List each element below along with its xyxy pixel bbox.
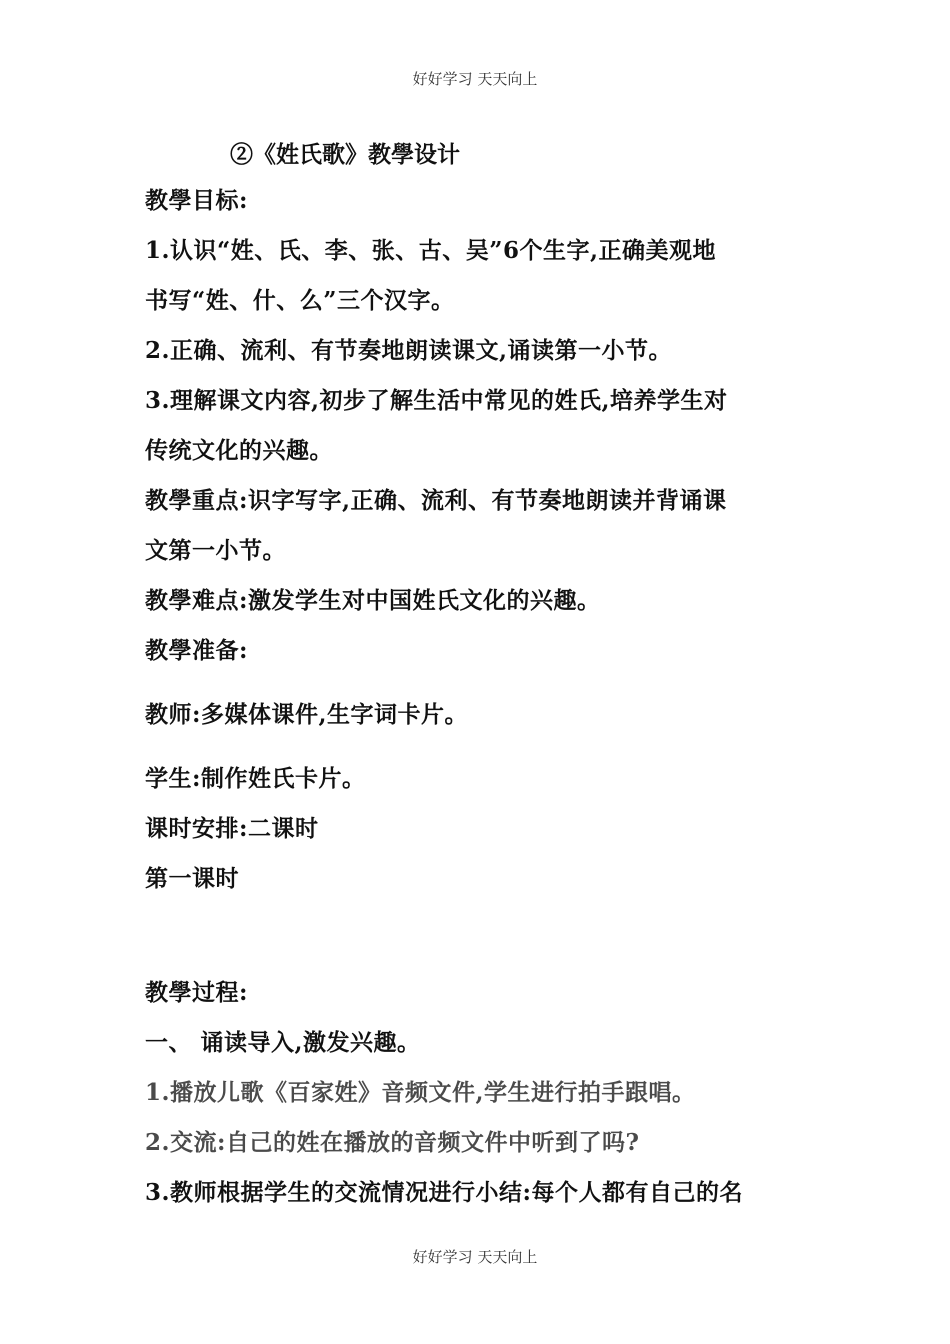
goals-heading: 教學目标: — [145, 187, 248, 214]
goal-3-line-2: 传统文化的兴趣。 — [145, 437, 333, 464]
page-header: 好好学习 天天向上 — [412, 70, 538, 88]
key-points-line-2: 文第一小节。 — [145, 537, 286, 564]
preparation-heading: 教學准备: — [145, 637, 248, 664]
step-1-item-3: 3.教师根据学生的交流情况进行小结:每个人都有自己的名 — [145, 1179, 744, 1206]
schedule: 课时安排:二课时 — [145, 815, 319, 842]
document-title: ②《姓氏歌》教學设计 — [230, 141, 460, 168]
difficulty: 教學难点:激发学生对中国姓氏文化的兴趣。 — [145, 587, 601, 614]
goal-1-line-2: 书写“姓、什、么”三个汉字。 — [145, 287, 455, 314]
student-preparation: 学生:制作姓氏卡片。 — [145, 765, 366, 792]
teacher-preparation: 教师:多媒体课件,生字词卡片。 — [145, 701, 468, 728]
goal-2: 2.正确、流利、有节奏地朗读课文,诵读第一小节。 — [145, 337, 673, 364]
step-1-item-2: 2.交流:自己的姓在播放的音频文件中听到了吗? — [145, 1129, 640, 1156]
key-points-line-1: 教學重点:识字写字,正确、流利、有节奏地朗读并背诵课 — [145, 487, 727, 514]
step-1-heading: 一、 诵读导入,激发兴趣。 — [145, 1029, 421, 1056]
step-1-item-1: 1.播放儿歌《百家姓》音频文件,学生进行拍手跟唱。 — [145, 1079, 696, 1106]
page-footer: 好好学习 天天向上 — [412, 1248, 538, 1266]
first-lesson-heading: 第一课时 — [145, 865, 239, 892]
process-heading: 教學过程: — [145, 979, 248, 1006]
goal-3-line-1: 3.理解课文内容,初步了解生活中常见的姓氏,培养学生对 — [145, 387, 728, 414]
goal-1-line-1: 1.认识“姓、氏、李、张、古、吴”6个生字,正确美观地 — [145, 237, 716, 264]
